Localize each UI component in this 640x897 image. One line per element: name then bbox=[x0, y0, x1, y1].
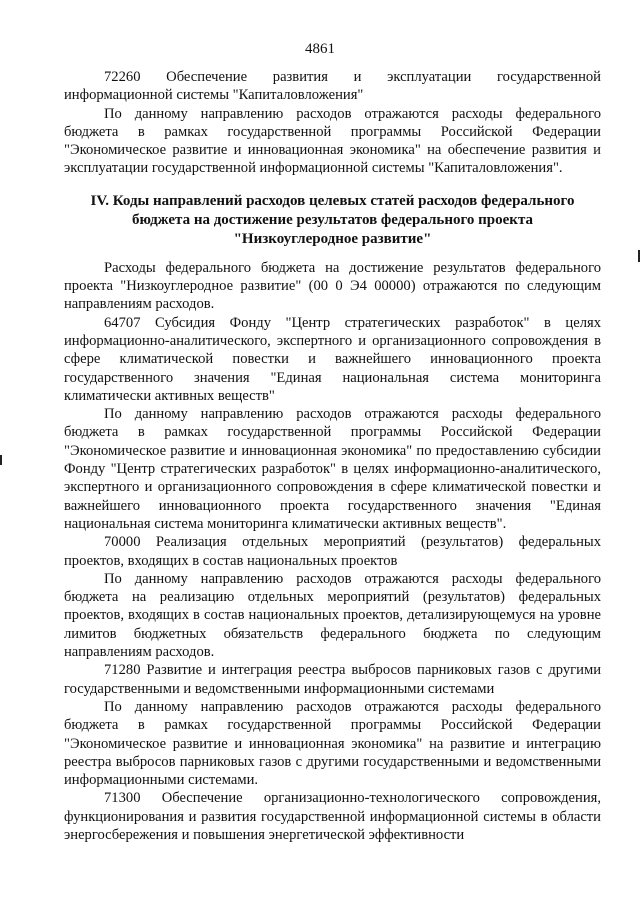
paragraph-64707-description: По данному направлению расходов отражаются расходы федерального бюджета в рамках государственной программы Российской Федерации "Экономическое развитие и инновационная экономика" по предоставлению субсидии Фонду "Центр стратегических разработок" в целях информационно-аналитического, экспертного и организационного сопровождения в сфере климатической повестки и важнейшего инновационного проекта государственного значения "Единая национальная система мониторинга климатически активных веществ". bbox=[64, 406, 601, 532]
paragraph-71280-title: 71280 Развитие и интеграция реестра выбросов парниковых газов с другими государственными и ведомственными информационными системами bbox=[64, 662, 601, 697]
page-number: 4861 bbox=[305, 41, 335, 57]
paragraph-71280-description: По данному направлению расходов отражаются расходы федерального бюджета в рамках государственной программы Российской Федерации "Экономическое развитие и инновационная экономика" на развитие и интеграцию реестра выбросов парниковых газов с другими государственными и ведомственными информационными системами. bbox=[64, 698, 601, 789]
paragraph-64707-title: 64707 Субсидия Фонду "Центр стратегических разработок" в целях информационно-аналитического, экспертного и организационного сопровождения в сфере климатической повестки и важнейшего инновационного проекта государственного значения "Единая национальная система мониторинга климатически активных веществ" bbox=[64, 314, 601, 404]
paragraph-71300-title: 71300 Обеспечение организационно-технологического сопровождения, функционирования и развития государственной информационной системы в области энергосбережения и повышения энергетической эффективности bbox=[64, 790, 601, 843]
paragraph-70000-title: 70000 Реализация отдельных мероприятий (результатов) федеральных проектов, входящих в состав национальных проектов bbox=[64, 534, 601, 569]
paragraph-section-intro: Расходы федерального бюджета на достижение результатов федерального проекта "Низкоуглеродное развитие" (00 0 Э4 00000) отражаются по следующим направлениям расходов. bbox=[64, 259, 601, 313]
paragraph-72260-description: По данному направлению расходов отражаются расходы федерального бюджета в рамках государственной программы Российской Федерации "Экономическое развитие и инновационная экономика" на обеспечение развития и эксплуатации государственной информационной системы "Капиталовложения". bbox=[64, 105, 601, 177]
paragraph-70000-description: По данному направлению расходов отражаются расходы федерального бюджета на реализацию отдельных мероприятий (результатов) федеральных проектов, входящих в состав национальных проектов, детализирующемуся на уровне лимитов бюджетных обязательств федерального бюджета по следующим направлениям расходов. bbox=[64, 570, 601, 661]
section-heading-iv: IV. Коды направлений расходов целевых статей расходов федерального бюджета на достижение результатов федерального проекта "Низкоуглеродное развитие" bbox=[90, 192, 575, 247]
paragraph-72260-title: 72260 Обеспечение развития и эксплуатации государственной информационной системы "Капиталовложения" bbox=[64, 69, 601, 104]
document-body bbox=[64, 68, 601, 844]
scan-artifact bbox=[0, 455, 2, 465]
